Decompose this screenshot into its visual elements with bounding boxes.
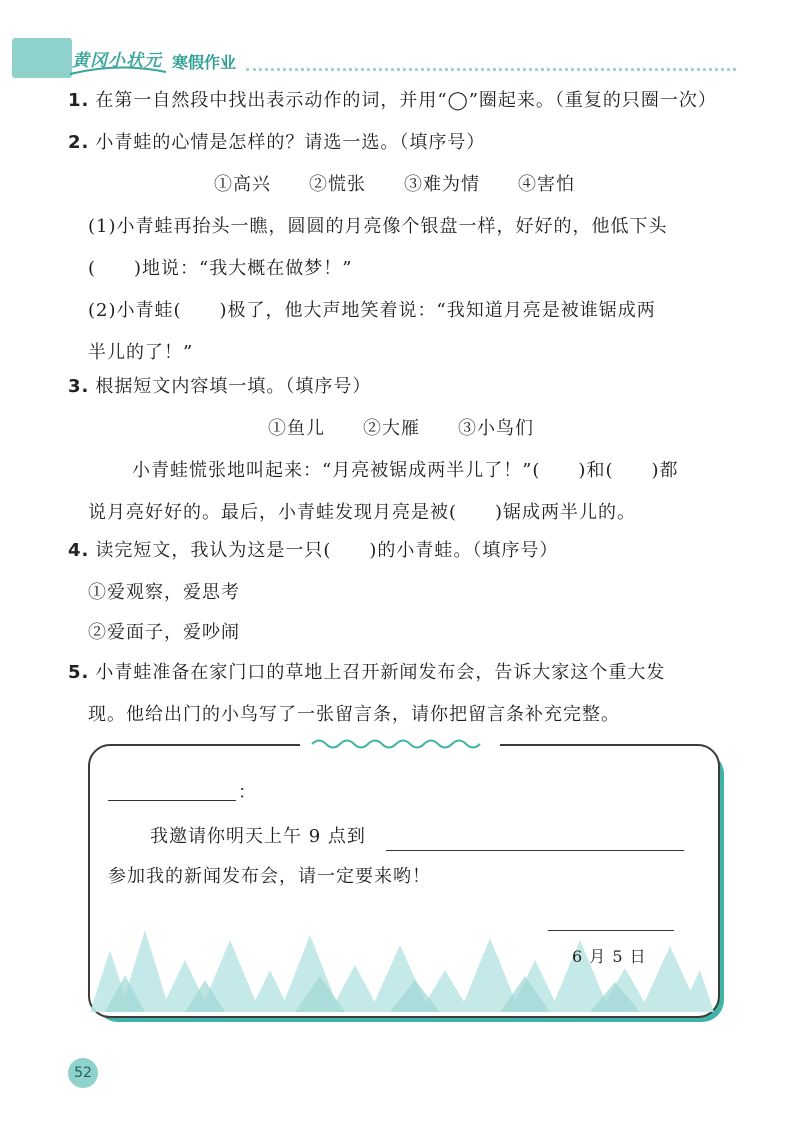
q4-option-2: ②爱面子，爱吵闹 <box>88 622 240 643</box>
q3-line2: 说月亮好好的。最后，小青蛙发现月亮是被( )锯成两半儿的。 <box>88 502 637 523</box>
q2-sub1-line1: (1)小青蛙再抬头一瞧，圆圆的月亮像个银盘一样，好好的，他低下头 <box>88 216 668 237</box>
q3-options: ①鱼儿 ②大雁 ③小鸟们 <box>268 418 534 439</box>
q2-sub2-line2: 半儿的了！” <box>88 342 194 363</box>
q3-line1: 小青蛙慌张地叫起来：“月亮被锯成两半儿了！”( )和( )都 <box>132 460 679 481</box>
recipient-colon: ： <box>238 782 257 803</box>
question-text: 根据短文内容填一填。（填序号） <box>95 376 372 397</box>
note-date: 6 月 5 日 <box>572 947 647 966</box>
header-accent-bar <box>12 38 72 78</box>
recipient-blank[interactable] <box>108 800 236 801</box>
q2-sub2-line1: (2)小青蛙( )极了，他大声地笑着说：“我知道月亮是被谁锯成两 <box>88 300 656 321</box>
note-line1: 我邀请你明天上午 9 点到 <box>150 826 366 847</box>
q2-options: ①高兴 ②慌张 ③难为情 ④害怕 <box>214 174 575 195</box>
page-number: 52 <box>68 1058 98 1088</box>
wave-decoration-icon <box>310 736 490 752</box>
question-number: 1. <box>68 90 90 111</box>
brand-swoosh-icon <box>68 64 168 78</box>
question-text: 在第一自然段中找出表示动作的词，并用“◯”圈起来。（重复的只圈一次） <box>95 90 717 111</box>
question-4 <box>68 538 558 564</box>
q4-option-1: ①爱观察，爱思考 <box>88 582 240 603</box>
question-number: 5. <box>68 662 90 683</box>
question-number: 3. <box>68 376 90 397</box>
location-blank[interactable] <box>386 850 684 851</box>
q5-line2: 现。他给出门的小鸟写了一张留言条，请你把留言条补充完整。 <box>88 704 620 725</box>
question-3 <box>68 374 371 400</box>
note-line2: 参加我的新闻发布会，请一定要来哟！ <box>108 866 431 887</box>
signature-blank[interactable] <box>548 930 674 931</box>
q2-sub1-line2: ( )地说：“我大概在做梦！” <box>88 258 353 279</box>
brand-logo: 黄冈小状元 <box>72 51 162 71</box>
question-text: 小青蛙的心情是怎样的？请选一选。（填序号） <box>95 132 486 153</box>
header-dotted-divider <box>246 68 736 71</box>
question-2 <box>68 130 485 156</box>
question-text: 小青蛙准备在家门口的草地上召开新闻发布会，告诉大家这个重大发 <box>95 662 666 683</box>
question-1 <box>68 88 717 114</box>
question-number: 2. <box>68 132 90 153</box>
question-number: 4. <box>68 540 90 561</box>
question-text: 读完短文，我认为这是一只( )的小青蛙。（填序号） <box>95 540 559 561</box>
section-title: 寒假作业 <box>172 53 237 72</box>
question-5 <box>68 660 665 686</box>
